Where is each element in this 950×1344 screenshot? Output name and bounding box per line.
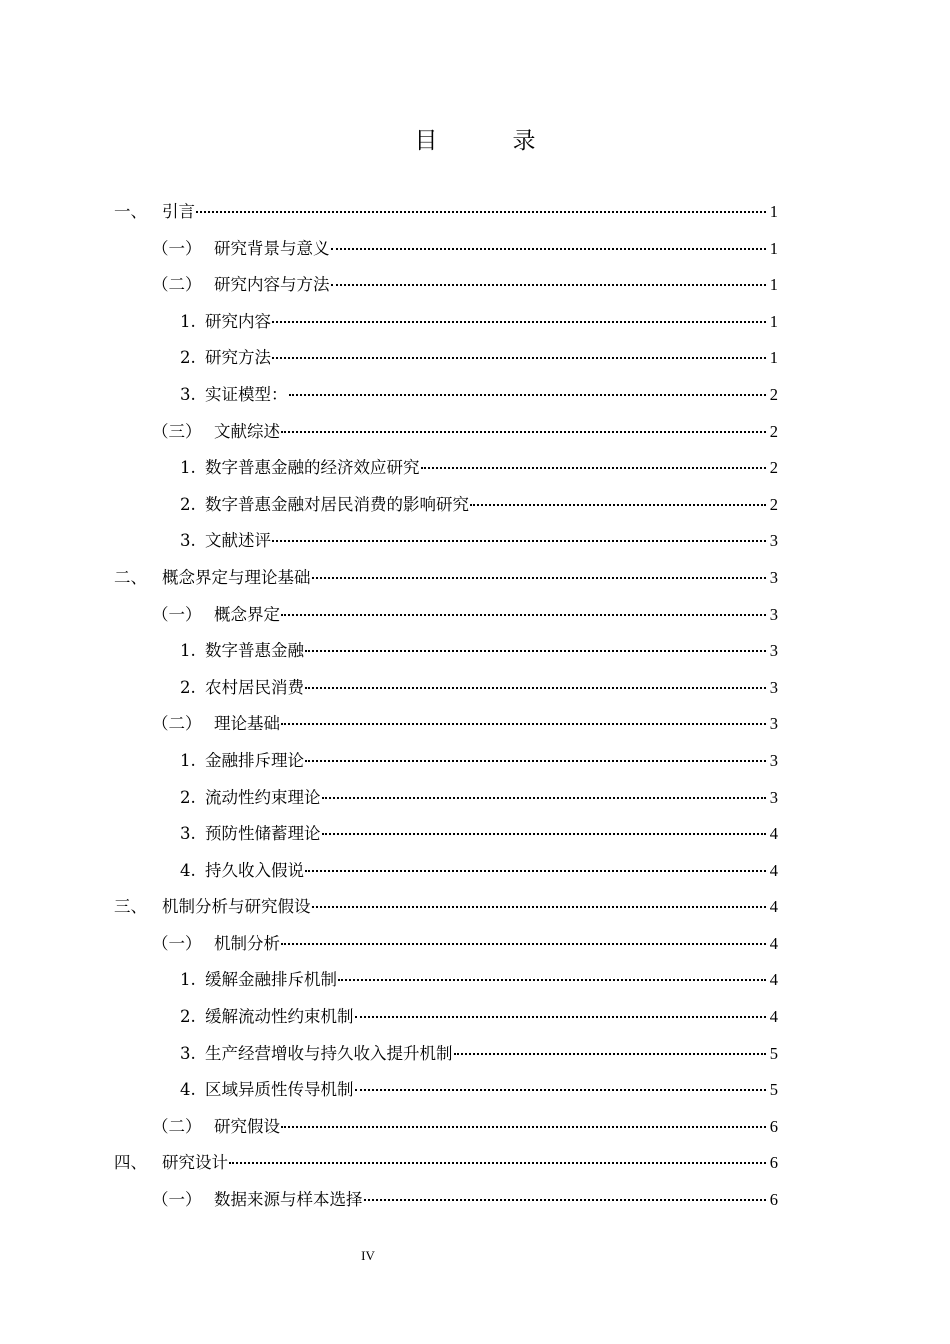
toc-entry-title: 概念界定与理论基础 [162, 567, 311, 587]
toc-entry-title: 研究假设 [214, 1116, 280, 1136]
toc-dot-leader [322, 797, 767, 799]
toc-entry-number: 二、 [114, 567, 147, 587]
toc-entry-title: 机制分析与研究假设 [162, 897, 311, 917]
toc-dot-leader [272, 540, 766, 542]
toc-entry-number: （一） [152, 604, 202, 624]
toc-entry-number: （二） [152, 275, 202, 295]
toc-dot-leader [281, 1126, 766, 1128]
toc-entry-title: 持久收入假说 [205, 860, 304, 880]
toc-entry-page: 1 [769, 311, 778, 331]
toc-entry[interactable] [114, 271, 778, 308]
toc-entry[interactable] [114, 930, 778, 967]
toc-entry[interactable] [114, 564, 778, 601]
toc-entry[interactable] [114, 674, 778, 711]
toc-dot-leader [281, 431, 766, 433]
toc-entry-page: 1 [769, 202, 778, 221]
toc-entry-page: 2 [769, 384, 778, 404]
toc-entry-page: 2 [769, 494, 778, 514]
toc-entry-title: 研究内容与方法 [214, 275, 330, 295]
toc-entry-title: 数字普惠金融 [205, 641, 304, 661]
toc-entry-page: 6 [769, 1190, 778, 1210]
toc-dot-leader [289, 394, 767, 396]
toc-entry-number: 1. [180, 970, 196, 990]
toc-entry-title: 生产经营增收与持久收入提升机制 [205, 1043, 453, 1063]
toc-dot-leader [355, 1089, 767, 1091]
toc-dot-leader [355, 1016, 767, 1018]
toc-entry[interactable] [114, 966, 778, 1003]
toc-entry-page: 3 [769, 567, 778, 587]
toc-entry-title: 预防性储蓄理论 [205, 824, 321, 844]
toc-entry[interactable] [114, 1113, 778, 1150]
toc-entry[interactable] [114, 1149, 778, 1186]
toc-entry-number: （二） [152, 714, 202, 734]
toc-dot-leader [305, 760, 766, 762]
toc-dot-leader [364, 1199, 767, 1201]
toc-entry-number: （三） [152, 421, 202, 441]
toc-entry[interactable] [114, 491, 778, 528]
toc-entry-title: 研究方法 [205, 348, 271, 368]
toc-entry-title: 流动性约束理论 [205, 787, 321, 807]
toc-entry-title: 文献述评 [205, 531, 271, 551]
toc-dot-leader [305, 870, 766, 872]
toc-dot-leader [281, 723, 766, 725]
toc-entry[interactable] [114, 381, 778, 418]
toc-entry-number: 三、 [114, 897, 147, 917]
toc-dot-leader [331, 284, 767, 286]
table-of-contents [114, 198, 778, 1223]
toc-entry-number: 3. [180, 384, 196, 404]
toc-entry-page: 1 [769, 275, 778, 295]
toc-entry-page: 4 [769, 1007, 778, 1027]
toc-dot-leader [322, 833, 767, 835]
toc-dot-leader [338, 979, 766, 981]
toc-entry-number: 1. [180, 458, 196, 478]
toc-dot-leader [305, 687, 766, 689]
toc-entry[interactable] [114, 893, 778, 930]
toc-entry-number: 3. [180, 531, 196, 551]
toc-entry-title: 区域异质性传导机制 [205, 1080, 354, 1100]
toc-entry-page: 4 [769, 824, 778, 844]
toc-entry-page: 4 [769, 897, 778, 917]
toc-entry-number: 2. [180, 348, 196, 368]
toc-dot-leader [272, 321, 766, 323]
toc-entry[interactable] [114, 1040, 778, 1077]
toc-entry-title: 文献综述 [214, 421, 280, 441]
toc-entry-title: 机制分析 [214, 933, 280, 953]
toc-entry[interactable] [114, 710, 778, 747]
toc-entry-page: 5 [769, 1043, 778, 1063]
toc-entry-page: 3 [769, 531, 778, 551]
toc-entry-page: 3 [769, 604, 778, 624]
toc-entry-page: 3 [769, 677, 778, 697]
toc-entry-number: 3. [180, 824, 196, 844]
toc-entry-number: 3. [180, 1043, 196, 1063]
toc-entry-page: 4 [769, 970, 778, 990]
toc-entry-page: 3 [769, 750, 778, 770]
toc-entry-number: 1. [180, 311, 196, 331]
page-title: 目 录 [414, 128, 562, 154]
toc-dot-leader [272, 357, 766, 359]
toc-entry-number: （一） [152, 238, 202, 258]
toc-dot-leader [454, 1053, 767, 1055]
toc-entry[interactable] [114, 820, 778, 857]
toc-entry-title: 缓解流动性约束机制 [205, 1007, 354, 1027]
toc-entry[interactable] [114, 857, 778, 894]
toc-entry[interactable] [114, 784, 778, 821]
toc-entry-title: 金融排斥理论 [205, 750, 304, 770]
toc-entry[interactable] [114, 747, 778, 784]
toc-entry[interactable] [114, 418, 778, 455]
toc-entry-title: 农村居民消费 [205, 677, 304, 697]
toc-entry-title: 研究背景与意义 [214, 238, 330, 258]
toc-entry-title: 数字普惠金融的经济效应研究 [205, 458, 420, 478]
toc-entry[interactable] [114, 1186, 778, 1223]
toc-entry-page: 6 [769, 1116, 778, 1136]
toc-entry[interactable] [114, 308, 778, 345]
toc-entry[interactable] [114, 527, 778, 564]
toc-entry-title: 数字普惠金融对居民消费的影响研究 [205, 494, 469, 514]
toc-entry[interactable] [114, 637, 778, 674]
toc-dot-leader [305, 650, 766, 652]
toc-dot-leader [421, 467, 767, 469]
toc-entry[interactable] [114, 1003, 778, 1040]
toc-dot-leader [281, 614, 766, 616]
toc-dot-leader [331, 248, 767, 250]
toc-entry-title: 理论基础 [214, 714, 280, 734]
toc-entry-page: 1 [769, 348, 778, 368]
toc-dot-leader [470, 504, 766, 506]
toc-entry-title: 研究内容 [205, 311, 271, 331]
toc-dot-leader [312, 577, 767, 579]
toc-entry-page: 3 [769, 714, 778, 734]
toc-entry-page: 4 [769, 933, 778, 953]
toc-entry-title: 概念界定 [214, 604, 280, 624]
toc-entry-number: （一） [152, 1190, 202, 1210]
toc-entry[interactable] [114, 1076, 778, 1113]
toc-entry-title: 缓解金融排斥机制 [205, 970, 337, 990]
toc-entry-title: 数据来源与样本选择 [214, 1190, 363, 1210]
toc-dot-leader [196, 211, 766, 213]
toc-entry-number: 四、 [114, 1153, 147, 1173]
toc-dot-leader [281, 943, 766, 945]
toc-entry-number: 2. [180, 787, 196, 807]
toc-entry[interactable] [114, 454, 778, 491]
toc-entry-page: 2 [769, 458, 778, 478]
toc-entry-number: 4. [180, 1080, 196, 1100]
toc-entry-page: 6 [769, 1153, 778, 1173]
toc-entry-number: 4. [180, 860, 196, 880]
toc-entry-number: 2. [180, 494, 196, 514]
toc-entry-number: 1. [180, 641, 196, 661]
toc-entry-number: （一） [152, 933, 202, 953]
toc-entry-number: 1. [180, 750, 196, 770]
toc-entry-title: 引言 [162, 202, 195, 221]
toc-entry-page: 5 [769, 1080, 778, 1100]
page-number-footer: IV [361, 1248, 375, 1263]
toc-entry-number: 一、 [114, 202, 147, 221]
toc-entry-number: 2. [180, 677, 196, 697]
toc-entry-number: 2. [180, 1007, 196, 1027]
toc-entry-page: 3 [769, 787, 778, 807]
toc-entry-page: 2 [769, 421, 778, 441]
toc-dot-leader [312, 906, 767, 908]
toc-dot-leader [229, 1162, 766, 1164]
toc-entry[interactable] [114, 198, 778, 235]
toc-entry-page: 3 [769, 641, 778, 661]
toc-entry-page: 1 [769, 238, 778, 258]
toc-entry-number: （二） [152, 1116, 202, 1136]
toc-entry[interactable] [114, 235, 778, 272]
toc-entry-page: 4 [769, 860, 778, 880]
toc-entry-title: 实证模型： [205, 384, 288, 404]
toc-entry[interactable] [114, 344, 778, 381]
toc-entry-title: 研究设计 [162, 1153, 228, 1173]
toc-entry[interactable] [114, 601, 778, 638]
